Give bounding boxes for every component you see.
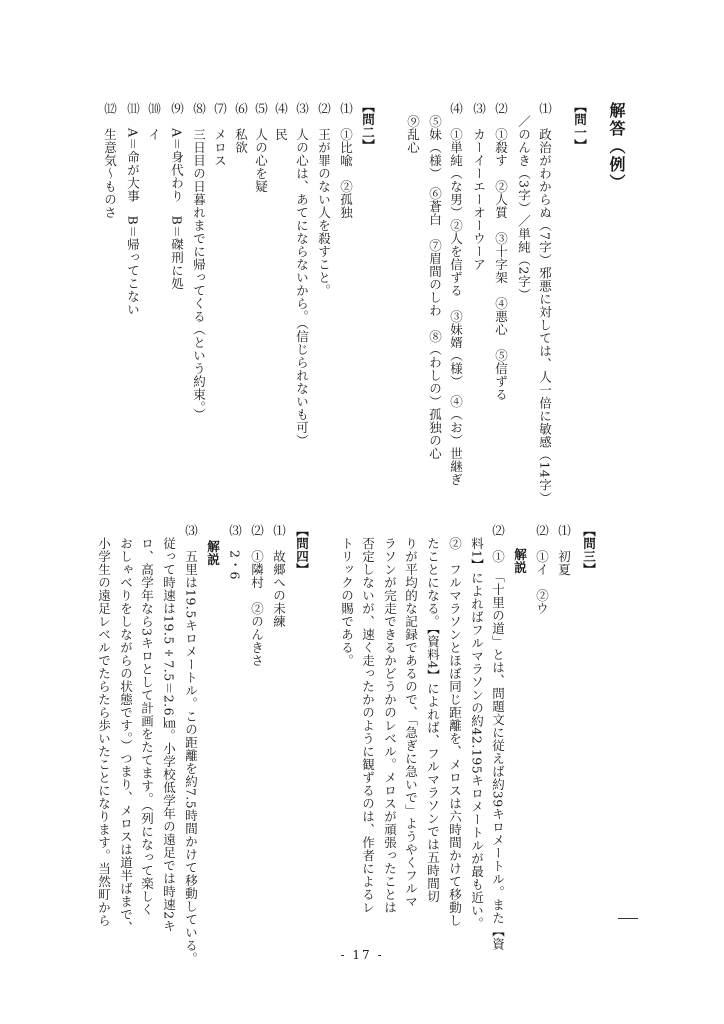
q1-line: ⑷ ①単純（な男）②人を信ずる ③妹婿（様） ④（お）世継ぎ [448,102,464,486]
q3-line: りが平均的な記録であるので、「急ぎに急いで」ようやくフルマ [403,524,419,908]
q1-line: ⑴ 政治がわからぬ（7字）邪悪に対しては、人一倍に敏感（14字） [537,102,553,505]
q4-line: ⑶ 五里は19.5キロメートル。この距離を約7.5時間かけて移動している。 [183,524,199,966]
q2-line: ⑽ イ [146,102,162,141]
q4-line: ⑶ 2・6 [227,524,243,580]
q2-line: ⑻ 三日目の日暮れまでに帰ってくる（という約束。） [191,102,207,421]
q3-line: ⑵ ①イ ②ウ [534,524,550,615]
q4-line: ⑴ 故郷への未練 [271,524,287,628]
q3-line: たことになる。【資料4】によれば、フルマラソンでは五時間切 [425,524,441,904]
q3-line: ② フルマラソンとほぼ同じ距離を、メロスは六時間かけて移動し [447,524,463,927]
q4-line: 小学生の遠足レベルでたらたら歩いたことになります。当然町から [96,524,112,927]
q3-line: 否定しないが、速く走ったかのように観ずるのは、作者によるレ [360,524,376,914]
q1-line: ⑵ ①殺す ②人質 ③十字架 ④悪心 ⑤信ずる [493,102,509,401]
q3-line: ラソンが完走できるかどうかのレベル。メロスが頑張ったことは [382,524,398,914]
q1-line: ⑨乱心 [405,102,421,154]
q4-line: おしゃべりをしながらの状態です。）つまり、メロスは道半ばまで、 [118,524,134,934]
q3-line: 料1】によればフルマラソンの約42.195キロメートルが最も近い。 [469,524,485,931]
q2-line: ⑹ 私欲 [233,102,249,154]
q2-line: ⑷ 民 [273,102,289,141]
q1-line: ⑤妹（様） ⑥蒼白 ⑦眉間のしわ ⑧（わしの）孤独の心 [427,102,443,460]
section-heading-q2: 【問二】 [360,100,376,152]
q2-line: ⑾ A＝命が大事 B＝帰ってこない [125,102,141,317]
q3-line: トリックの賜である。 [339,524,355,667]
q2-line: ⑺ メロス [212,102,228,167]
explanation-label: 解説 [205,540,221,566]
divider-rule [618,918,638,919]
q2-line: ⑸ 人の心を疑 [253,102,269,193]
q3-line: ⑴ 初夏 [556,524,572,576]
q4-line: ロ、高学年なら3キロとして計画をたてます。（列になって楽しく [139,524,155,917]
q1-line: ／のんき（3字）／単純（2字） [516,102,532,301]
explanation-label: 解説 [512,548,528,574]
section-heading-q4: 【問四】 [294,524,310,576]
q2-line: ⑿ 生意気〜ものさ [102,102,118,219]
q2-line: ⑶ 人の心は、あてにならないから。（信じられないも可） [294,102,310,447]
q4-line: ⑵ ①隣村 ②のんきさ [249,524,265,667]
section-heading-q1: 【問一】 [572,100,588,152]
q2-line: ⑴ ①比喩 ②孤独 [338,102,354,219]
q2-line: ⑼ A＝身代わり B＝磔刑に処 [169,102,185,291]
page-title: 解答（例） [607,102,626,192]
q1-line: ⑶ カーイーエーオーウーア [471,102,487,271]
q2-line: ⑵ 王が罪のない人を殺すこと。 [316,102,332,297]
q4-line: 従って時速は19.5÷7.5＝2.6㎞。小学校低学年の遠足では時速2キ [161,524,177,933]
section-heading-q3: 【問三】 [581,524,597,576]
page-number: - 17 - [340,948,384,962]
q3-line: ⑵ ① 「十里の道」とは、問題文に従えば約39キロメートル。また【資 [490,524,506,951]
